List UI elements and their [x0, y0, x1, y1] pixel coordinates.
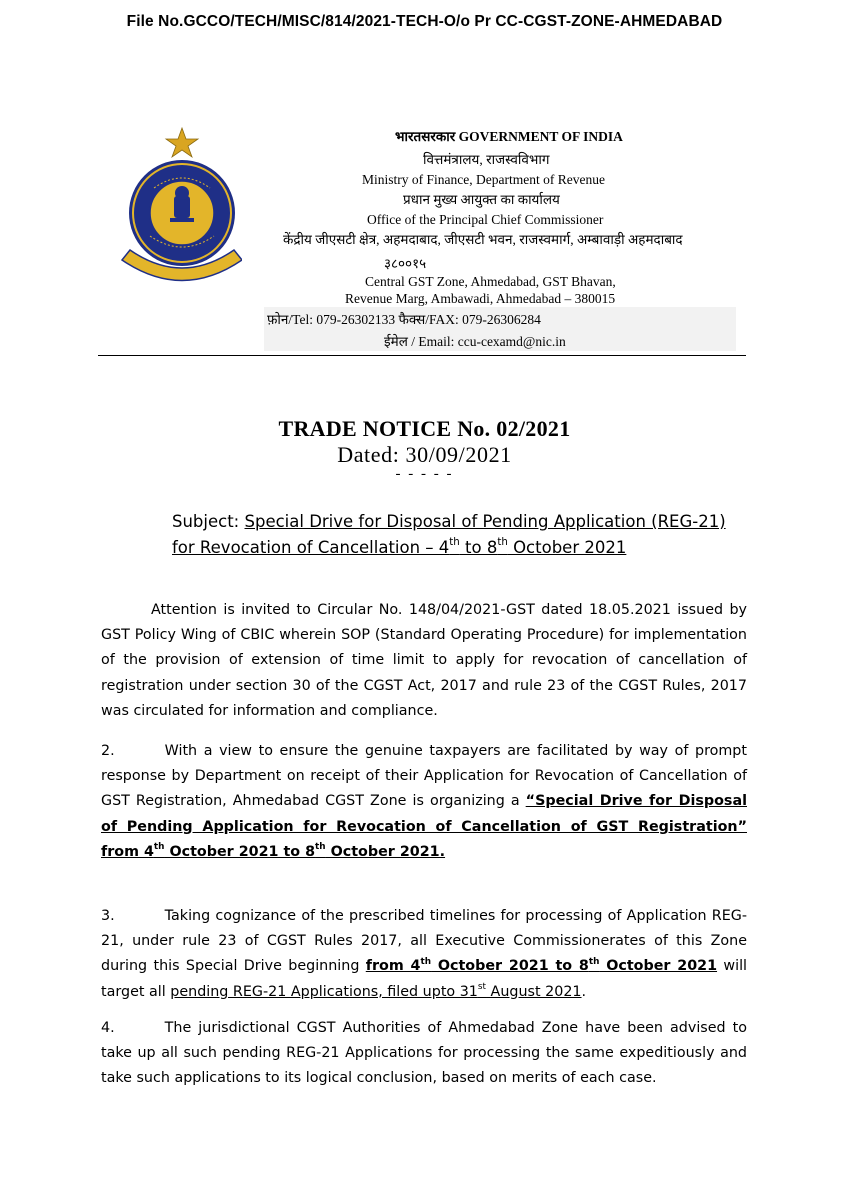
- letterhead-government-of-india: भारतसरकार GOVERNMENT OF INDIA: [395, 129, 623, 144]
- letterhead-address-line-1: Central GST Zone, Ahmedabad, GST Bhavan,: [365, 274, 616, 289]
- pending-applications-scope: pending REG-21 Applications, filed upto 31st August 2021: [170, 981, 582, 1000]
- header-divider: [98, 355, 746, 356]
- paragraph-2-number: 2.: [101, 743, 115, 759]
- subject-text: Special Drive for Disposal of Pending Application (REG-21) for Revocation of Cancellation – 4th to 8th October 2021: [172, 512, 726, 557]
- notice-title: TRADE NOTICE No. 02/2021: [278, 416, 571, 441]
- letterhead-ministry-hindi: वित्तमंत्रालय, राजस्वविभाग: [423, 152, 550, 167]
- file-number: File No.GCCO/TECH/MISC/814/2021-TECH-O/o Pr CC-CGST-ZONE-AHMEDABAD: [126, 13, 723, 30]
- letterhead-address-line-2: Revenue Marg, Ambawadi, Ahmedabad – 380015: [345, 291, 616, 306]
- paragraph-3: 3. Taking cognizance of the prescribed timelines for processing of Application REG-21, under rule 23 of CGST Rules 2017, all Executive Commissionerates of this Zone during this Special Drive beginning from 4th October 2021 to 8th October 2021 will target all pending REG-21 Applications, filed upto 31st August 2021.: [101, 908, 748, 1000]
- paragraph-2-text: With a view to ensure the genuine taxpayers are facilitated by way of prompt response by Department on receipt of their Application for Revocation of Cancellation of GST Registration, Ahmedabad CGST Zone is organizing a: [101, 743, 747, 810]
- star-icon: [166, 128, 198, 157]
- paragraph-3-text: Taking cognizance of the prescribed timelines for processing of Application REG-21, under rule 23 of CGST Rules 2017, all Executive Commissionerates of this Zone during this Special Drive beginning: [101, 908, 747, 975]
- paragraph-1: [101, 598, 747, 724]
- paragraph-4-number: 4.: [101, 1020, 115, 1036]
- special-drive-title: “Special Drive for Disposal of Pending Application for Revocation of Cancellation of GST Registration” from 4th October 2021 to 8th October 2021.: [101, 793, 747, 860]
- letterhead-email: ईमेल / Email: ccu-cexamd@nic.in: [384, 334, 566, 349]
- letterhead-office-hindi: प्रधान मुख्य आयुक्त का कार्यालय: [403, 192, 560, 207]
- indirect-taxes-and-customs-emblem-icon: [112, 126, 242, 296]
- paragraph-4: [101, 1016, 747, 1092]
- letterhead-pincode-hindi: ३८००१५: [384, 256, 427, 271]
- notice-date: Dated: 30/09/2021: [337, 442, 512, 467]
- drive-dates: from 4th October 2021 to 8th October 2021: [365, 956, 718, 975]
- letterhead-address-hindi: केंद्रीय जीएसटी क्षेत्र, अहमदाबाद, जीएसटी भवन, राजस्वमार्ग, अम्बावाड़ी अहमदाबाद: [283, 232, 683, 247]
- subject-label: Subject:: [172, 512, 245, 531]
- paragraph-2: [101, 739, 747, 865]
- letterhead-office: Office of the Principal Chief Commissioner: [367, 212, 604, 227]
- letterhead-telephone: फ़ोन/Tel: 079-26302133 फैक्स/FAX: 079-26306284: [267, 312, 541, 327]
- paragraph-3-number: 3.: [101, 908, 115, 924]
- paragraph-4-text: The jurisdictional CGST Authorities of Ahmedabad Zone have been advised to take up all such pending REG-21 Applications for processing the same expeditiously and take such applications to its logical conclusion, based on merits of each case.: [101, 1020, 747, 1087]
- subject: [172, 509, 752, 561]
- letterhead-ministry: Ministry of Finance, Department of Revenue: [362, 172, 605, 187]
- paragraph-1-text: Attention is invited to Circular No. 148/04/2021-GST dated 18.05.2021 issued by GST Policy Wing of CBIC wherein SOP (Standard Operating Procedure) for implementation of the provision of extension of time limit to apply for revocation of cancellation of registration under section 30 of the CGST Act, 2017 and rule 23 of the CGST Rules, 2017 was circulated for information and compliance.: [101, 602, 747, 719]
- notice-separator: - - - - -: [395, 466, 454, 482]
